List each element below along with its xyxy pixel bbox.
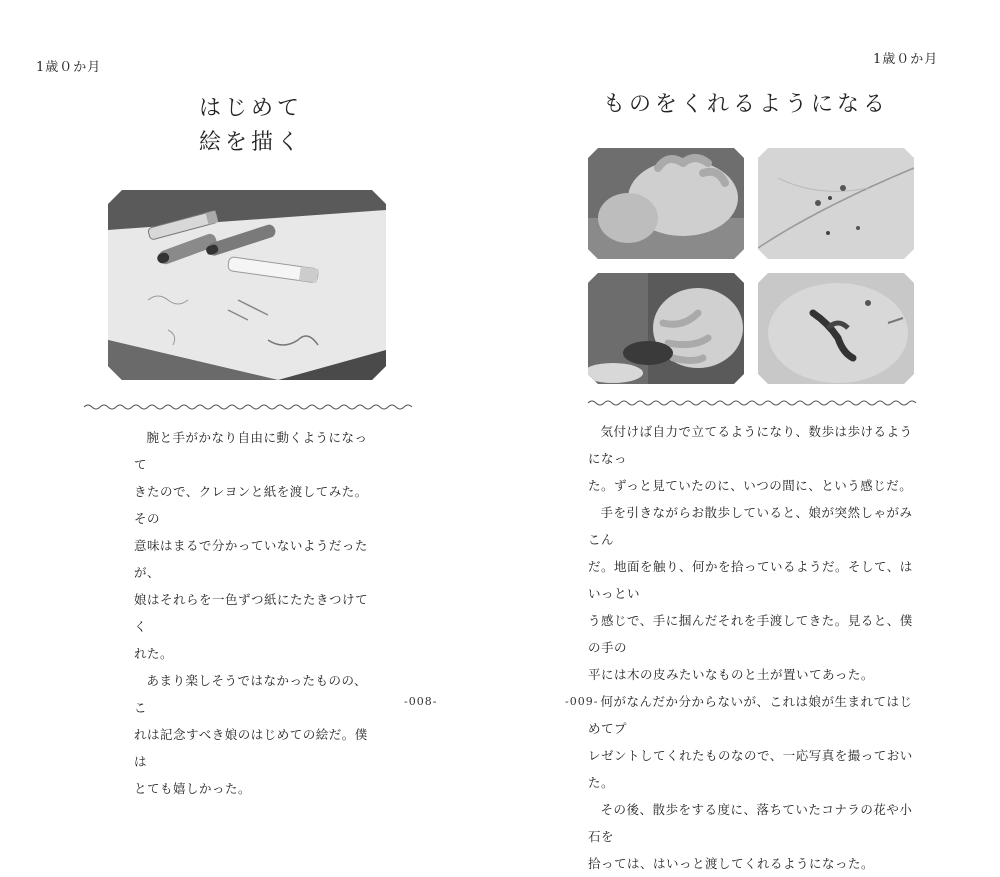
palm-bark-photo (758, 273, 914, 384)
text-line: 拾っては、はいっと渡してくれるようになった。 (588, 856, 875, 871)
text-line: 気付けば自力で立てるようになり、数歩は歩けるようになっ (588, 424, 913, 466)
body-text (134, 424, 374, 802)
text-line: あまり楽しそうではなかったものの、こ (134, 673, 368, 715)
body-text (588, 418, 918, 877)
text-line: だ。地面を触り、何かを拾っているようだ。そして、はいっとい (588, 559, 913, 601)
wave-divider (84, 402, 412, 412)
right-page (500, 0, 1000, 871)
text-line: 何がなんだか分からないが、これは娘が生まれてはじめてプ (588, 694, 913, 736)
text-line: その後、散歩をする度に、落ちていたコナラの花や小石を (588, 802, 913, 844)
title-line: はじめて (198, 96, 303, 121)
leaf-photo (758, 148, 914, 259)
hand-photo (588, 148, 744, 259)
page-title (146, 92, 356, 160)
page-number: -008- (404, 695, 438, 708)
title-line: 絵を描く (198, 130, 303, 155)
text-line: 意味はまるで分かっていないようだったが、 (134, 538, 368, 580)
wave-divider (588, 398, 914, 408)
text-line: とても嬉しかった。 (134, 781, 252, 796)
page-title: ものをくれるようになる (602, 92, 889, 117)
text-line: た。ずっと見ていたのに、いつの間に、という感じだ。 (588, 478, 913, 493)
text-line: う感じで、手に掴んだそれを手渡してきた。見ると、僕の手の (588, 613, 913, 655)
text-line: 平には木の皮みたいなものと土が置いてあった。 (588, 667, 874, 682)
text-line: 手を引きながらお散歩していると、娘が突然しゃがみこん (588, 505, 913, 547)
text-line: 腕と手がかなり自由に動くようになって (134, 430, 368, 472)
text-line: レゼントしてくれたものなので、一応写真を撮っておいた。 (588, 748, 913, 790)
text-line: れた。 (134, 646, 174, 661)
text-line: れは記念すべき娘のはじめての絵だ。僕は (134, 727, 368, 769)
crayons-photo (108, 190, 386, 380)
text-line: 娘はそれらを一色ずつ紙にたたきつけてく (134, 592, 369, 634)
left-page (0, 0, 500, 796)
page-number: -009- (565, 695, 599, 708)
text-line: きたので、クレヨンと紙を渡してみた。その (134, 484, 368, 526)
hand-ground-photo (588, 273, 744, 384)
age-label: 1歳０か月 (873, 52, 939, 67)
age-label: 1歳０か月 (36, 60, 102, 75)
